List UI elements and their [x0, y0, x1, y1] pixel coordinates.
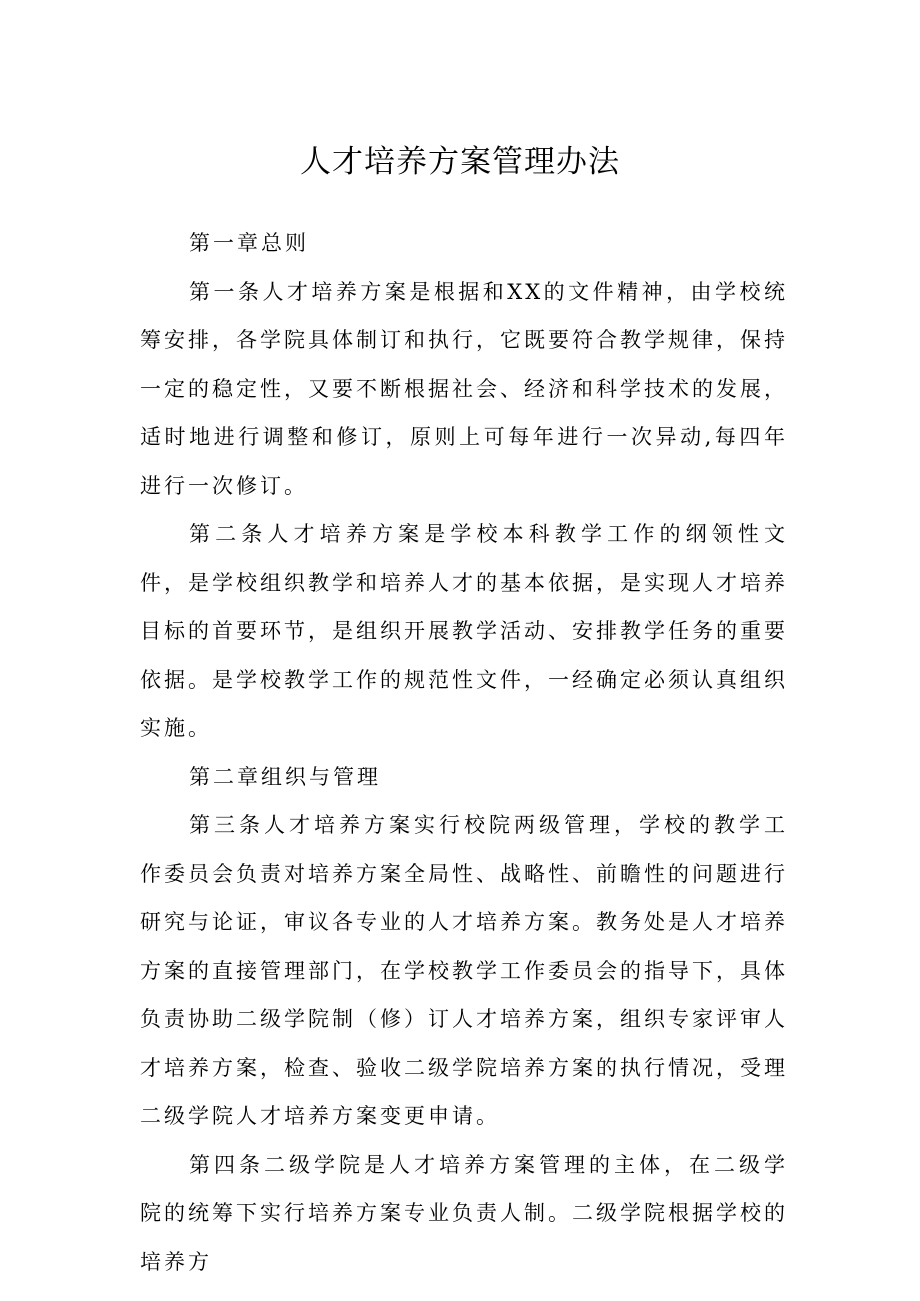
article-paragraph: 第三条人才培养方案实行校院两级管理，学校的教学工作委员会负责对培养方案全局性、战略性、前瞻性的问题进行研究与论证，审议各专业的人才培养方案。教务处是人才培养方案的直接管理部门，在学校教学工作委员会的指导下，具体负责协助二级学院制（修）订人才培养方案，组织专家评审人才培养方案，检查、验收二级学院培养方案的执行情况，受理二级学院人才培养方案变更申请。: [140, 813, 788, 1128]
article-paragraph: 第二条人才培养方案是学校本科教学工作的纲领性文件，是学校组织教学和培养人才的基本依据，是实现人才培养目标的首要环节，是组织开展教学活动、安排教学任务的重要依据。是学校教学工作的规范性文件，一经确定必须认真组织实施。: [140, 522, 788, 740]
document-title: 人才培养方案管理办法: [300, 144, 620, 180]
chapter-heading: 第二章组织与管理: [189, 764, 381, 789]
article-paragraph: 第四条二级学院是人才培养方案管理的主体，在二级学院的统筹下实行培养方案专业负责人制。二级学院根据学校的培养方: [140, 1152, 788, 1274]
document-body: [140, 219, 788, 1286]
article-paragraph: 第一条人才培养方案是根据和XX的文件精神，由学校统筹安排，各学院具体制订和执行，它既要符合教学规律，保持一定的稳定性，又要不断根据社会、经济和科学技术的发展，适时地进行调整和修订，原则上可每年进行一次异动,每四年进行一次修订。: [140, 279, 788, 498]
chapter-heading: 第一章总则: [189, 231, 309, 255]
